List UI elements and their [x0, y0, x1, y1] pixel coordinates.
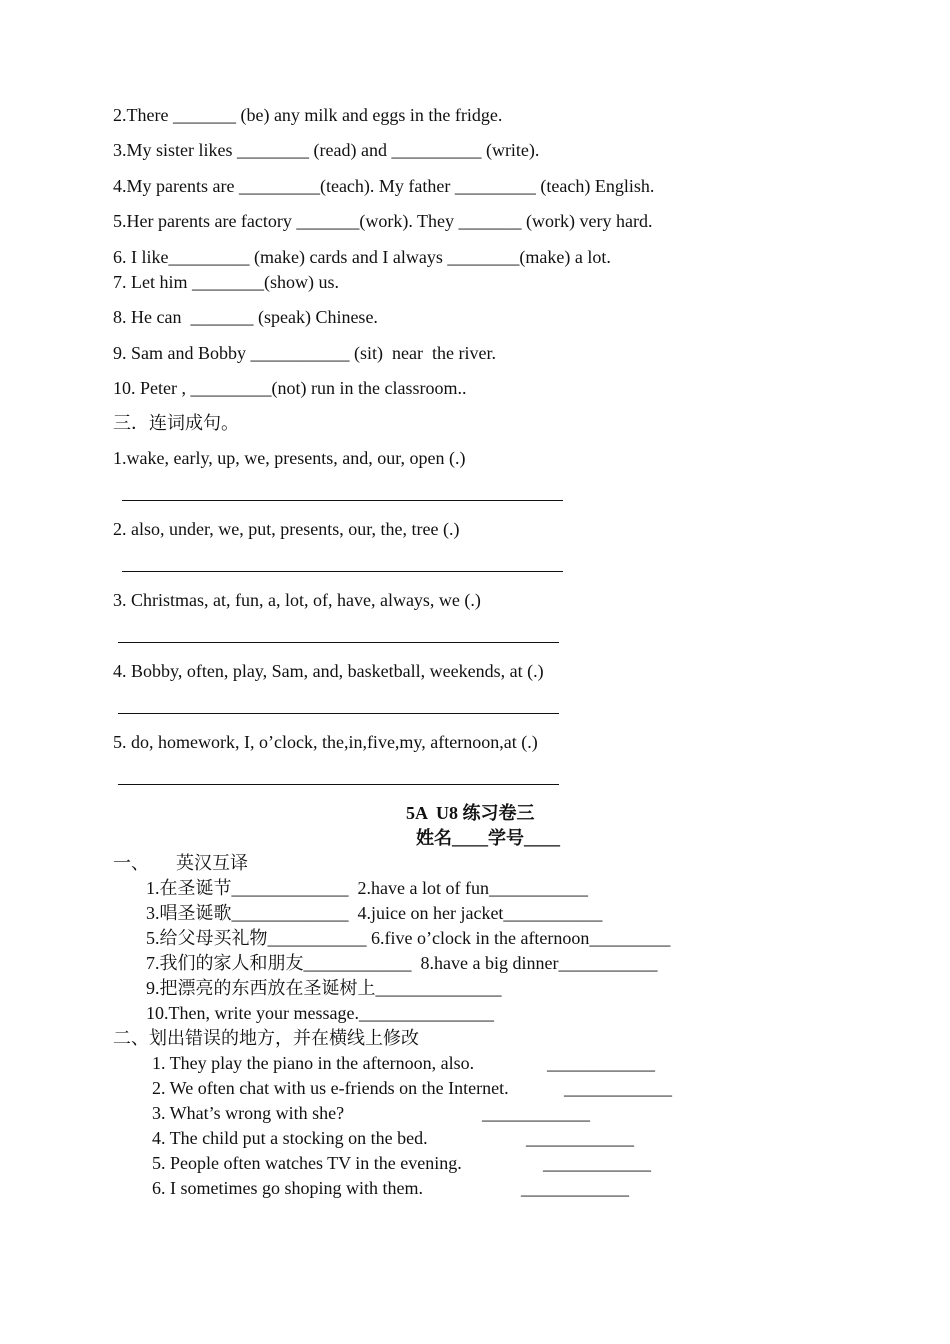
translation-row-6: 10.Then, write your message._______________	[146, 1003, 494, 1023]
sentence-item-5: 5. do, homework, I, o’clock, the,in,five,my, afternoon,at (.)	[113, 732, 538, 752]
fill-in-item-10: 10. Peter , _________(not) run in the classroom..	[113, 378, 467, 398]
fill-in-item-8: 8. He can _______ (speak) Chinese.	[113, 307, 378, 327]
correction-blank-3[interactable]: ____________	[482, 1103, 590, 1123]
correction-item-4: 4. The child put a stocking on the bed.	[152, 1128, 428, 1148]
fill-in-item-4: 4.My parents are _________(teach). My father _________ (teach) English.	[113, 176, 655, 196]
translation-row-3: 5.给父母买礼物___________ 6.five o’clock in the afternoon_________	[146, 928, 671, 948]
part2-heading: 二、划出错误的地方，并在横线上修改	[113, 1028, 419, 1048]
sentence-item-3: 3. Christmas, at, fun, a, lot, of, have, always, we (.)	[113, 590, 481, 610]
translation-row-1: 1.在圣诞节_____________ 2.have a lot of fun___________	[146, 878, 588, 898]
correction-blank-5[interactable]: ____________	[543, 1153, 651, 1173]
correction-blank-4[interactable]: ____________	[526, 1128, 634, 1148]
name-number-line: 姓名____学号____	[416, 828, 560, 848]
answer-line-3[interactable]	[118, 642, 559, 643]
correction-blank-2[interactable]: ____________	[564, 1078, 672, 1098]
answer-line-4[interactable]	[118, 713, 559, 714]
fill-in-item-9: 9. Sam and Bobby ___________ (sit) near the river.	[113, 343, 496, 363]
sentence-item-1: 1.wake, early, up, we, presents, and, our, open (.)	[113, 448, 466, 468]
worksheet-title: 5A U8 练习卷三	[406, 803, 535, 823]
correction-item-3: 3. What’s wrong with she?	[152, 1103, 345, 1123]
answer-line-1[interactable]	[122, 500, 563, 501]
fill-in-item-6: 6. I like_________ (make) cards and I always ________(make) a lot.	[113, 247, 611, 267]
translation-row-2: 3.唱圣诞歌_____________ 4.juice on her jacket___________	[146, 903, 603, 923]
correction-item-1: 1. They play the piano in the afternoon, also.	[152, 1053, 475, 1073]
correction-blank-1[interactable]: ____________	[547, 1053, 655, 1073]
section3-heading: 三．连词成句。	[113, 413, 239, 433]
sentence-item-4: 4. Bobby, often, play, Sam, and, basketball, weekends, at (.)	[113, 661, 544, 681]
fill-in-item-2: 2.There _______ (be) any milk and eggs in the fridge.	[113, 105, 503, 125]
translation-row-5: 9.把漂亮的东西放在圣诞树上______________	[146, 978, 502, 998]
answer-line-2[interactable]	[122, 571, 563, 572]
fill-in-item-7: 7. Let him ________(show) us.	[113, 272, 339, 292]
translation-row-4: 7.我们的家人和朋友____________ 8.have a big dinner___________	[146, 953, 658, 973]
fill-in-item-5: 5.Her parents are factory _______(work). They _______ (work) very hard.	[113, 211, 653, 231]
answer-line-5[interactable]	[118, 784, 559, 785]
correction-item-2: 2. We often chat with us e-friends on the Internet.	[152, 1078, 509, 1098]
correction-item-5: 5. People often watches TV in the evening.	[152, 1153, 462, 1173]
part1-heading: 一、 英汉互译	[113, 853, 248, 873]
sentence-item-2: 2. also, under, we, put, presents, our, the, tree (.)	[113, 519, 460, 539]
fill-in-item-3: 3.My sister likes ________ (read) and __________ (write).	[113, 140, 540, 160]
correction-blank-6[interactable]: ____________	[521, 1178, 629, 1198]
correction-item-6: 6. I sometimes go shoping with them.	[152, 1178, 423, 1198]
